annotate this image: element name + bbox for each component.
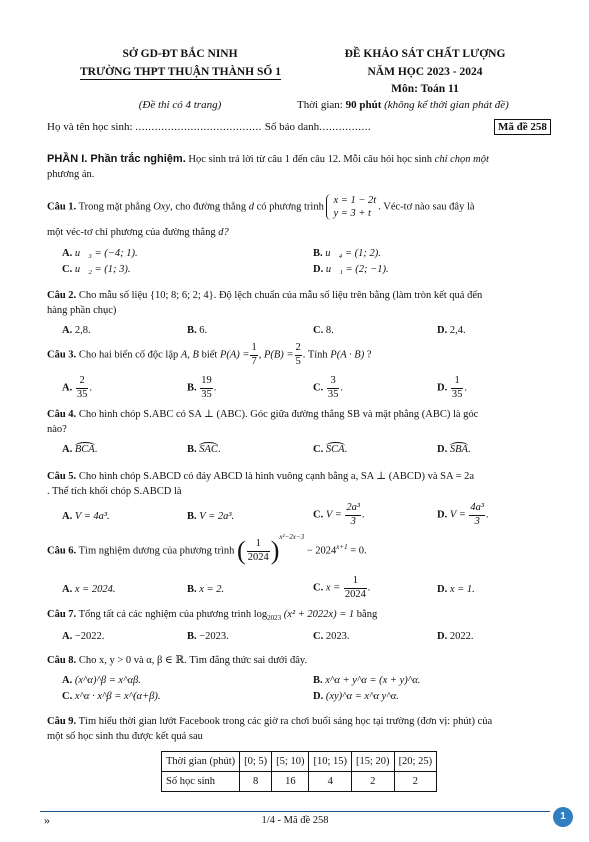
question-9: Câu 9. Tìm hiểu thời gian lướt Facebook trong các giờ ra chơi buổi sáng học tại trường (đơn vị: phút) của một số học sinh thu được kết quả sau: [47, 716, 493, 742]
q3-option-c[interactable]: C. $\frac{3}{35}$ .: [313, 375, 343, 400]
q5-option-b[interactable]: B. V = 2a³.: [187, 511, 235, 522]
table-cell: Thời gian (phút): [162, 752, 240, 772]
table-cell: 4: [309, 772, 352, 792]
q5-option-a[interactable]: A. V = 4a³.: [62, 511, 110, 522]
q7-option-d[interactable]: D. 2022.: [437, 631, 474, 642]
footer-page-info: 1/4 - Mã đề 258: [261, 815, 329, 826]
q3-option-b[interactable]: B. $\frac{19}{35}$ .: [187, 375, 217, 400]
table-cell: 16: [272, 772, 309, 792]
question-2: Câu 2. Cho mẫu số liệu {10; 8; 6; 2; 4}. Độ lệch chuẩn của mẫu số liệu trên bằng (làm tròn kết quả đến hàng phần chục): [47, 290, 483, 316]
question-1-line2: một véc-tơ chỉ phương của đường thẳng d?: [47, 227, 229, 238]
table-cell: Số học sinh: [162, 772, 240, 792]
q4-option-b[interactable]: B. SAC.: [187, 444, 221, 455]
q1-option-d[interactable]: D. u⃗₁ = (2; −1).: [313, 264, 389, 275]
q4-option-a[interactable]: A. BCA.: [62, 444, 98, 455]
question-1: Câu 1. Trong mặt phẳng Oxy, cho đường thẳng d có phương trình x = 1 − 2t y = 3 + t. Véc-tơ nào sau đây là: [47, 195, 475, 219]
q7-option-b[interactable]: B. −2023.: [187, 631, 229, 642]
exam-title: ĐỀ KHẢO SÁT CHẤT LƯỢNG: [344, 48, 506, 60]
exam-code-box: Mã đề 258: [494, 119, 551, 135]
table-cell: [10; 15): [309, 752, 352, 772]
dept-name: SỞ GD-ĐT BẮC NINH: [122, 48, 238, 60]
footer-mark: »: [44, 813, 50, 827]
q1-option-c[interactable]: C. u⃗₂ = (1; 3).: [62, 264, 131, 275]
q3-option-d[interactable]: D. $\frac{1}{35}$ .: [437, 375, 467, 400]
table-cell: [0; 5): [240, 752, 272, 772]
page-number-badge: 1: [553, 807, 573, 827]
q1-option-b[interactable]: B. u⃗₄ = (1; 2).: [313, 248, 381, 259]
name-label: Họ và tên học sinh:: [47, 121, 133, 133]
name-field[interactable]: .......................................: [135, 121, 263, 133]
q8-option-c[interactable]: C. x^α · x^β = x^(α+β).: [62, 691, 161, 702]
table-cell: [15; 20): [352, 752, 395, 772]
q6-option-b[interactable]: B. x = 2.: [187, 584, 225, 595]
question-4: Câu 4. Cho hình chóp S.ABC có SA ⊥ (ABC). Góc giữa đường thẳng SB và mặt phẳng (ABC) là góc nào?: [47, 409, 479, 435]
table-cell: [5; 10): [272, 752, 309, 772]
exam-time: Thời gian: 90 phút (không kể thời gian phát đề): [297, 99, 509, 111]
table-cell: 2: [394, 772, 437, 792]
q2-option-a[interactable]: A. 2,8.: [62, 325, 91, 336]
q3-option-a[interactable]: A. $\frac{2}{35}$ .: [62, 375, 92, 400]
table-cell: 2: [352, 772, 395, 792]
table-cell: 8: [240, 772, 272, 792]
equation-system: x = 1 − 2t y = 3 + t: [326, 194, 378, 220]
q1-option-a[interactable]: A. u⃗₃ = (−4; 1).: [62, 248, 138, 259]
pages-note: (Đề thi có 4 trang): [138, 99, 222, 111]
subject: Môn: Toán 11: [391, 83, 459, 95]
part1-title: PHẦN I. Phần trắc nghiệm.: [47, 153, 186, 165]
q5-option-c[interactable]: C. V = $\frac{\text{2a³}}{3}$ .: [313, 502, 365, 527]
data-table: [161, 751, 437, 792]
q6-option-a[interactable]: A. x = 2024.: [62, 584, 116, 595]
q6-option-d[interactable]: D. x = 1.: [437, 584, 475, 595]
question-8: Câu 8. Cho x, y > 0 và α, β ∈ ℝ. Tìm đẳng thức sai dưới đây.: [47, 655, 308, 666]
sbd-field[interactable]: ................: [319, 121, 372, 133]
q7-option-c[interactable]: C. 2023.: [313, 631, 350, 642]
question-3: Câu 3. Cho hai biến cố độc lập A, B biết P(A) = $\frac{1}{7}$ , P(B) = $\frac{2}{5}$ . Tính P(A · B) ?: [47, 342, 372, 367]
q2-option-d[interactable]: D. 2,4.: [437, 325, 466, 336]
q2-option-b[interactable]: B. 6.: [187, 325, 208, 336]
question-5: Câu 5. Cho hình chóp S.ABCD có đáy ABCD là hình vuông cạnh bằng a, SA ⊥ (ABCD) và SA = 2a . Thể tích khối chóp S.ABCD là: [47, 471, 475, 497]
footer-rule: [40, 811, 550, 812]
part1-heading: PHẦN I. Phần trắc nghiệm. Học sinh trả lời từ câu 1 đến câu 12. Mỗi câu hỏi học sinh chỉ chọn một phương án.: [47, 153, 489, 180]
student-info-line: [47, 121, 557, 133]
q7-option-a[interactable]: A. −2022.: [62, 631, 105, 642]
q6-option-c[interactable]: C. x = $\frac{1}{2024}$ .: [313, 575, 371, 600]
q5-option-d[interactable]: D. V = $\frac{\text{4a³}}{3}$ .: [437, 502, 489, 527]
q8-option-a[interactable]: A. (x^α)^β = x^αβ.: [62, 675, 141, 686]
question-6: Câu 6. Tìm nghiệm dương của phương trình ( $\frac{1}{2024}$ )$^{x^2-2x-3} - 2024^{x+1} = 0$.: [47, 532, 367, 565]
q2-option-c[interactable]: C. 8.: [313, 325, 334, 336]
school-year: NĂM HỌC 2023 - 2024: [367, 66, 483, 78]
sbd-label: Số báo danh: [264, 121, 320, 133]
q8-option-d[interactable]: D. (xy)^α = x^α y^α.: [313, 691, 399, 702]
school-name: TRƯỜNG THPT THUẬN THÀNH SỐ 1: [80, 66, 281, 78]
question-7: Câu 7. Tổng tất cả các nghiệm của phương trình $\log_{2023} (x^2 + 2022x) = 1$ bằng: [47, 609, 378, 623]
table-row: [162, 752, 437, 772]
q8-option-b[interactable]: B. x^α + y^α = (x + y)^α.: [313, 675, 421, 686]
table-cell: [20; 25): [394, 752, 437, 772]
q4-option-d[interactable]: D. SBA.: [437, 444, 471, 455]
table-row: [162, 772, 437, 792]
q4-option-c[interactable]: C. SCA.: [313, 444, 348, 455]
